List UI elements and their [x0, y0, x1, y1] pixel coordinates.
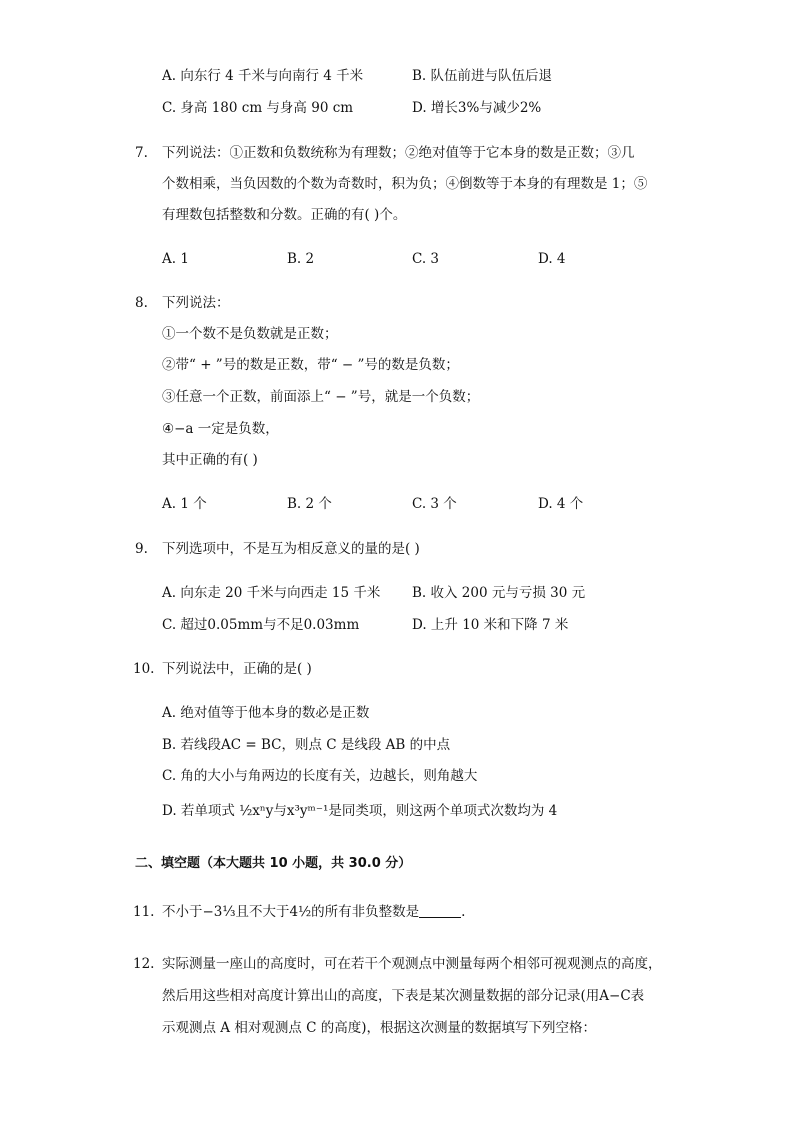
q8-statement-3: ③任意一个正数，前面添上“ − ”号，就是一个负数；	[162, 389, 480, 405]
q10-option-b: B. 若线段AC = BC，则点 C 是线段 AB 的中点	[162, 737, 451, 753]
q10-number: 10.	[133, 661, 155, 677]
q9-option-a: A. 向东走 20 千米与向西走 15 千米	[162, 585, 381, 601]
q10-option-d: D. 若单项式 ½xⁿy与x³yᵐ⁻¹是同类项，则这两个单项式次数均为 4	[162, 803, 558, 819]
q8-statement-4: ④−a 一定是负数，	[162, 421, 279, 437]
q11-answer-blank[interactable]	[419, 903, 461, 918]
q6-option-b: B. 队伍前进与队伍后退	[412, 68, 553, 84]
q7-option-a: A. 1	[162, 251, 189, 267]
q7-line-3: 有理数包括整数和分数。正确的有( )个。	[162, 207, 407, 223]
q8-option-c: C. 3 个	[412, 496, 457, 512]
q7-line-2: 个数相乘，当负因数的个数为奇数时，积为负；④倒数等于本身的有理数是 1；⑤	[162, 176, 648, 192]
q8-stem: 下列说法：	[162, 295, 230, 311]
q8-option-d: D. 4 个	[538, 496, 584, 512]
q7-number: 7.	[135, 145, 148, 161]
q6-option-a: A. 向东行 4 千米与向南行 4 千米	[162, 68, 364, 84]
q8-number: 8.	[135, 295, 148, 311]
q12-line-1: 实际测量一座山的高度时，可在若干个观测点中测量每两个相邻可视观测点的高度，	[162, 956, 662, 972]
q10-stem: 下列说法中，正确的是( )	[162, 661, 312, 677]
q8-question: 其中正确的有( )	[162, 452, 258, 468]
q8-option-b: B. 2 个	[287, 496, 332, 512]
q11-line	[162, 902, 465, 922]
section-heading-fill-in: 二、填空题（本大题共 10 小题，共 30.0 分）	[135, 856, 412, 871]
q9-option-c: C. 超过0.05mm与不足0.03mm	[162, 617, 360, 633]
q6-option-d: D. 增长3%与减少2%	[412, 100, 542, 116]
q7-option-c: C. 3	[412, 251, 440, 267]
q7-option-b: B. 2	[287, 251, 315, 267]
q9-number: 9.	[135, 541, 148, 557]
q7-line-1: 下列说法：①正数和负数统称为有理数；②绝对值等于它本身的数是正数；③几	[162, 145, 635, 161]
q12-line-2: 然后用这些相对高度计算出山的高度，下表是某次测量数据的部分记录(用A−C表	[162, 988, 645, 1004]
q9-option-d: D. 上升 10 米和下降 7 米	[412, 617, 569, 633]
q8-statement-2: ②带“ + ”号的数是正数，带“ − ”号的数是负数；	[162, 357, 459, 373]
q12-number: 12.	[133, 956, 155, 972]
q9-stem: 下列选项中，不是互为相反意义的量的是( )	[162, 541, 420, 557]
q10-option-a: A. 绝对值等于他本身的数必是正数	[162, 705, 370, 721]
q11-text: 不小于−3⅓且不大于4½的所有非负整数是	[162, 904, 420, 920]
q12-line-3: 示观测点 A 相对观测点 C 的高度)，根据这次测量的数据填写下列空格：	[162, 1020, 597, 1036]
q7-option-d: D. 4	[538, 251, 566, 267]
q11-number: 11.	[133, 904, 155, 920]
q8-option-a: A. 1 个	[162, 496, 207, 512]
q11-end: .	[461, 904, 466, 920]
q6-option-c: C. 身高 180 cm 与身高 90 cm	[162, 100, 354, 116]
q8-statement-1: ①一个数不是负数就是正数；	[162, 326, 338, 342]
q9-option-b: B. 收入 200 元与亏损 30 元	[412, 585, 586, 601]
q10-option-c: C. 角的大小与角两边的长度有关，边越长，则角越大	[162, 768, 478, 784]
